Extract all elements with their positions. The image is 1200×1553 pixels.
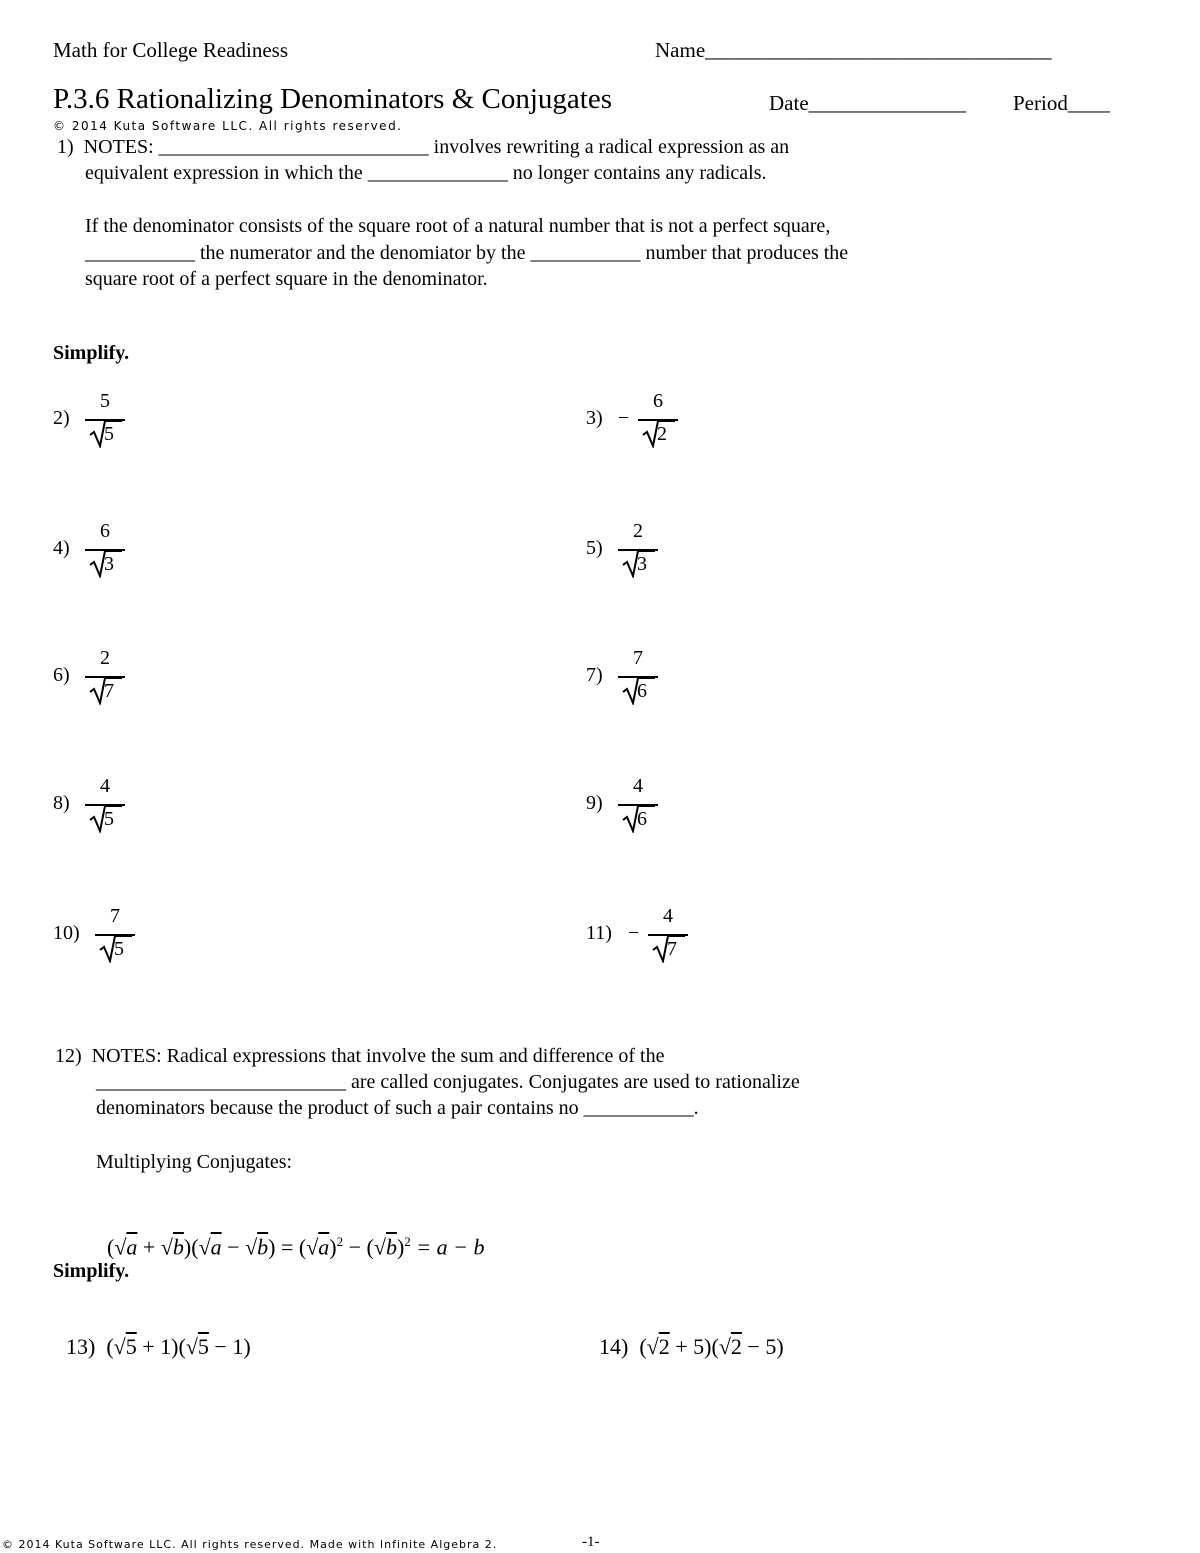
radicand: 5 (125, 1334, 137, 1359)
problem-number: 3) (586, 407, 603, 429)
formula-result: = a − b (410, 1234, 485, 1260)
page-number: -1- (582, 1534, 600, 1550)
problem-11 (586, 905, 786, 969)
radicand: 7 (104, 680, 114, 702)
sqrt-symbol: √ (245, 1234, 258, 1260)
term: 1 (232, 1334, 244, 1359)
notes2-line3: denominators because the product of such a pair contains no ___________. (96, 1097, 699, 1119)
problem-number: 7) (586, 664, 603, 686)
problem-number: 9) (586, 792, 603, 814)
term: 5 (765, 1334, 777, 1359)
problem-2 (53, 390, 253, 454)
notes1-line1: 1) NOTES: ___________________________ involves rewriting a radical expression as an (57, 136, 790, 158)
radicand: 7 (667, 938, 677, 960)
numerator: 7 (633, 647, 643, 669)
notes1-line4: ___________ the numerator and the denomiator by the ___________ number that produces the (85, 242, 849, 264)
radicand: 5 (104, 423, 114, 445)
radical (642, 418, 674, 448)
problem-number: 14) (599, 1334, 629, 1359)
problem-number: 4) (53, 537, 70, 559)
period-field[interactable]: Period____ (1013, 91, 1110, 115)
numerator: 7 (110, 905, 120, 927)
section-title-simplify-2: Simplify. (53, 1260, 130, 1282)
radicand: 3 (637, 553, 647, 575)
problem-14: 14) (√2 + 5)(√2 − 5) (599, 1334, 784, 1359)
radicand-b: b (172, 1234, 184, 1260)
radical (622, 803, 654, 833)
sqrt-symbol: √ (646, 1334, 659, 1359)
radical (652, 933, 684, 963)
numerator: 4 (100, 775, 110, 797)
paren: ( (366, 1234, 374, 1260)
problem-7 (586, 647, 786, 711)
radical (89, 548, 121, 578)
paren: ( (191, 1234, 199, 1260)
paren: ) (268, 1234, 276, 1260)
minus-sign: − (343, 1234, 367, 1260)
notes2-line1: 12) NOTES: Radical expressions that involve the sum and difference of the (55, 1045, 665, 1067)
worksheet-title: P.3.6 Rationalizing Denominators & Conjugates (53, 83, 613, 115)
radicand: 2 (657, 423, 667, 445)
radicand-a: a (126, 1234, 138, 1260)
notes1-line2: equivalent expression in which the ______________ no longer contains any radicals. (85, 162, 767, 184)
paren: ) (329, 1234, 337, 1260)
minus-sign: − (221, 1234, 246, 1260)
radicand: 2 (730, 1334, 742, 1359)
problem-number: 6) (53, 664, 70, 686)
radicand: 5 (197, 1334, 209, 1359)
radicand: 6 (637, 680, 647, 702)
problem-number: 2) (53, 407, 70, 429)
sqrt-symbol: √ (160, 1234, 173, 1260)
numerator: 6 (653, 390, 663, 412)
paren: ) (396, 1234, 405, 1260)
sqrt-symbol: √ (185, 1334, 198, 1359)
notes2-line4: Multiplying Conjugates: (96, 1151, 293, 1173)
problem-9 (586, 775, 786, 839)
paren: ( (298, 1234, 307, 1260)
sqrt-symbol: √ (306, 1234, 319, 1260)
problem-5 (586, 520, 786, 584)
plus-sign: + (137, 1234, 161, 1260)
numerator: 4 (663, 905, 673, 927)
notes1-line3: If the denominator consists of the square root of a natural number that is not a perfect square, (85, 215, 831, 237)
term: 5 (693, 1334, 705, 1359)
radicand: 2 (658, 1334, 670, 1359)
equals-sign: = (275, 1234, 299, 1260)
problem-3 (586, 390, 786, 454)
copyright-notice: © 2014 Kuta Software LLC. All rights reserved. (53, 119, 403, 133)
radicand-b: b (385, 1234, 397, 1260)
problem-number: 10) (53, 922, 80, 944)
footer-copyright: © 2014 Kuta Software LLC. All rights reserved. Made with Infinite Algebra 2. (2, 1538, 498, 1551)
section-title-simplify: Simplify. (53, 342, 130, 364)
negative-sign: − (618, 407, 630, 429)
radical (89, 803, 121, 833)
radicand: 5 (104, 808, 114, 830)
problem-10 (53, 905, 253, 969)
radicand: 5 (114, 938, 124, 960)
numerator: 4 (633, 775, 643, 797)
name-field[interactable]: Name_________________________________ (655, 38, 1052, 62)
radical (99, 933, 131, 963)
radical (89, 418, 121, 448)
radical (622, 675, 654, 705)
problem-4 (53, 520, 253, 584)
sqrt-symbol: √ (198, 1234, 211, 1260)
radicand-a: a (210, 1234, 222, 1260)
problem-number: 13) (66, 1334, 96, 1359)
problem-8 (53, 775, 253, 839)
radicand-b: b (257, 1234, 269, 1260)
paren: ) (183, 1234, 192, 1260)
problem-number: 8) (53, 792, 70, 814)
sqrt-symbol: √ (114, 1234, 127, 1260)
exponent: 2 (336, 1234, 344, 1249)
radicand-a: a (318, 1234, 330, 1260)
radical (89, 675, 121, 705)
exponent: 2 (404, 1234, 411, 1249)
negative-sign: − (628, 922, 640, 944)
sqrt-symbol: √ (373, 1234, 386, 1260)
sqrt-symbol: √ (718, 1334, 731, 1359)
numerator: 6 (100, 520, 110, 542)
problem-number: 11) (586, 922, 612, 944)
sqrt-symbol: √ (113, 1334, 126, 1359)
radical (622, 548, 654, 578)
radicand: 3 (104, 553, 114, 575)
term: 1 (160, 1334, 172, 1359)
problem-number: 5) (586, 537, 603, 559)
numerator: 5 (100, 390, 110, 412)
numerator: 2 (633, 520, 643, 542)
radicand: 6 (637, 808, 647, 830)
conjugate-formula (96, 1208, 484, 1260)
course-title: Math for College Readiness (53, 38, 289, 62)
date-field[interactable]: Date_______________ (769, 91, 967, 115)
problem-13: 13) (√5 + 1)(√5 − 1) (66, 1334, 251, 1359)
problem-6 (53, 647, 253, 711)
paren: ( (107, 1234, 115, 1260)
notes1-line5: square root of a perfect square in the denominator. (85, 268, 488, 290)
notes2-line2: _________________________ are called conjugates. Conjugates are used to rationalize (96, 1071, 800, 1093)
numerator: 2 (100, 647, 110, 669)
